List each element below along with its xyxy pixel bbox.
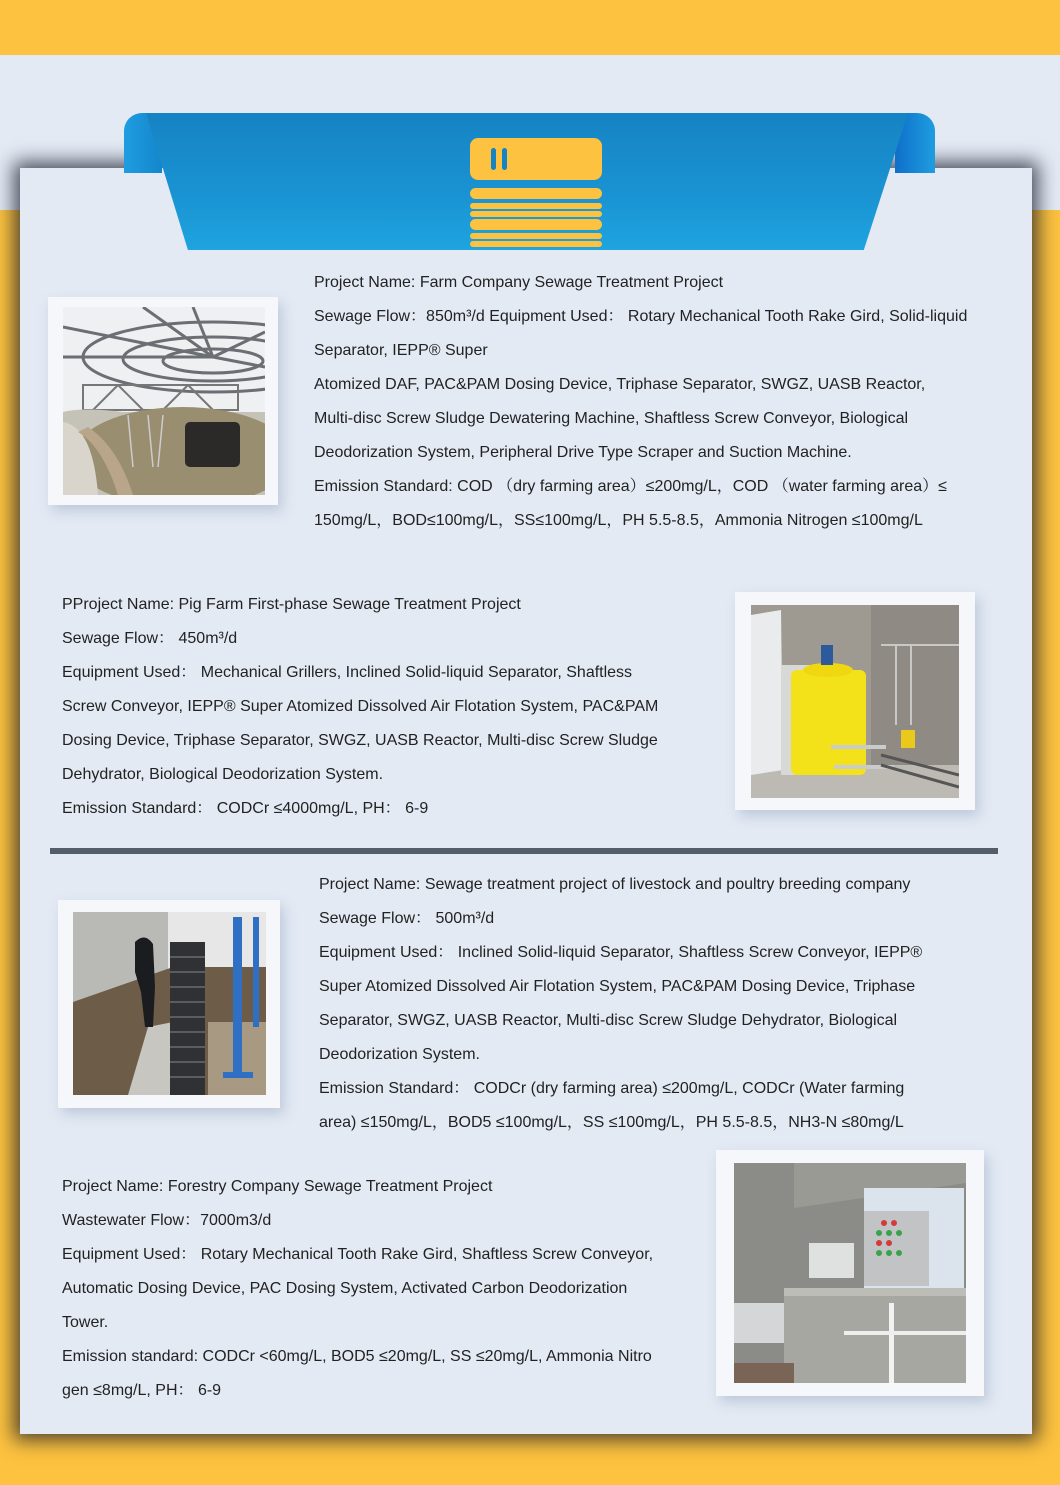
top-yellow-band [0,0,1060,55]
emission-standard: Emission Standard: COD （dry farming area）≤200mg/L，COD （water farming area）≤ [314,478,947,495]
circular-clarifier-tank-photo [63,307,265,495]
sewage-flow-equipment: Sewage Flow：850m³/d Equipment Used： Rotary Mechanical Tooth Rake Gird, Solid-liquid [314,308,968,325]
yellow-dosing-tank-photo [751,605,959,798]
section-divider [50,848,998,854]
project-name: Project Name: Farm Company Sewage Treatment Project [314,274,724,291]
equipment-line: Equipment Used： Mechanical Grillers, Inclined Solid-liquid Separator, Shaftless [62,664,633,681]
project-2-photo-frame [735,592,975,810]
project-1-photo-frame [48,297,278,505]
document-list-icon [470,138,602,248]
equipment-line: Deodorization System, Peripheral Drive Type Scraper and Suction Machine. [314,444,852,461]
project-name: Project Name: Sewage treatment project of livestock and poultry breeding company [319,876,911,893]
equipment-line: Dehydrator, Biological Deodorization System. [62,766,384,783]
equipment-line: Equipment Used： Rotary Mechanical Tooth Rake Gird, Shaftless Screw Conveyor, [62,1246,654,1263]
emission-standard: gen ≤8mg/L, PH： 6-9 [62,1382,222,1399]
project-name: Project Name: Forestry Company Sewage Treatment Project [62,1178,493,1195]
project-3-photo-frame [58,900,280,1108]
equipment-line: Super Atomized Dissolved Air Flotation System, PAC&PAM Dosing Device, Triphase [319,978,916,995]
mechanical-bar-screen-photo [73,912,266,1095]
emission-standard: Emission standard: CODCr <60mg/L, BOD5 ≤20mg/L, SS ≤20mg/L, Ammonia Nitro [62,1348,652,1365]
icon-header-block [470,138,602,180]
equipment-line: Equipment Used： Inclined Solid-liquid Separator, Shaftless Screw Conveyor, IEPP® [319,944,923,961]
project-2-details [62,588,658,826]
emission-standard: 150mg/L，BOD≤100mg/L，SS≤100mg/L，PH 5.5-8.5，Ammonia Nitrogen ≤100mg/L [314,512,923,529]
automatic-dosing-device-photo [734,1163,966,1383]
equipment-line: Atomized DAF, PAC&PAM Dosing Device, Triphase Separator, SWGZ, UASB Reactor, [314,376,926,393]
project-1-details [314,266,967,538]
project-4-photo-frame [716,1150,984,1396]
equipment-line: Screw Conveyor, IEPP® Super Atomized Dissolved Air Flotation System, PAC&PAM [62,698,659,715]
equipment-line: Deodorization System. [319,1046,480,1063]
equipment-line: Multi-disc Screw Sludge Dewatering Machine, Shaftless Screw Conveyor, Biological [314,410,909,427]
project-4-details [62,1170,653,1408]
project-name: PProject Name: Pig Farm First-phase Sewage Treatment Project [62,596,521,613]
wastewater-flow: Wastewater Flow：7000m3/d [62,1212,272,1229]
emission-standard: Emission Standard： CODCr (dry farming area) ≤200mg/L, CODCr (Water farming [319,1080,905,1097]
equipment-line: Separator, SWGZ, UASB Reactor, Multi-disc Screw Sludge Dehydrator, Biological [319,1012,898,1029]
sewage-flow: Sewage Flow： 500m³/d [319,910,495,927]
equipment-line: Tower. [62,1314,109,1331]
equipment-line: Dosing Device, Triphase Separator, SWGZ, UASB Reactor, Multi-disc Screw Sludge [62,732,658,749]
equipment-line: Automatic Dosing Device, PAC Dosing System, Activated Carbon Deodorization [62,1280,628,1297]
sewage-flow: Sewage Flow： 450m³/d [62,630,238,647]
emission-standard: Emission Standard： CODCr ≤4000mg/L, PH： 6-9 [62,800,429,817]
project-3-details [319,868,922,1140]
equipment-line: Separator, IEPP® Super [314,342,488,359]
emission-standard: area) ≤150mg/L，BOD5 ≤100mg/L，SS ≤100mg/L，PH 5.5-8.5，NH3-N ≤80mg/L [319,1114,904,1131]
